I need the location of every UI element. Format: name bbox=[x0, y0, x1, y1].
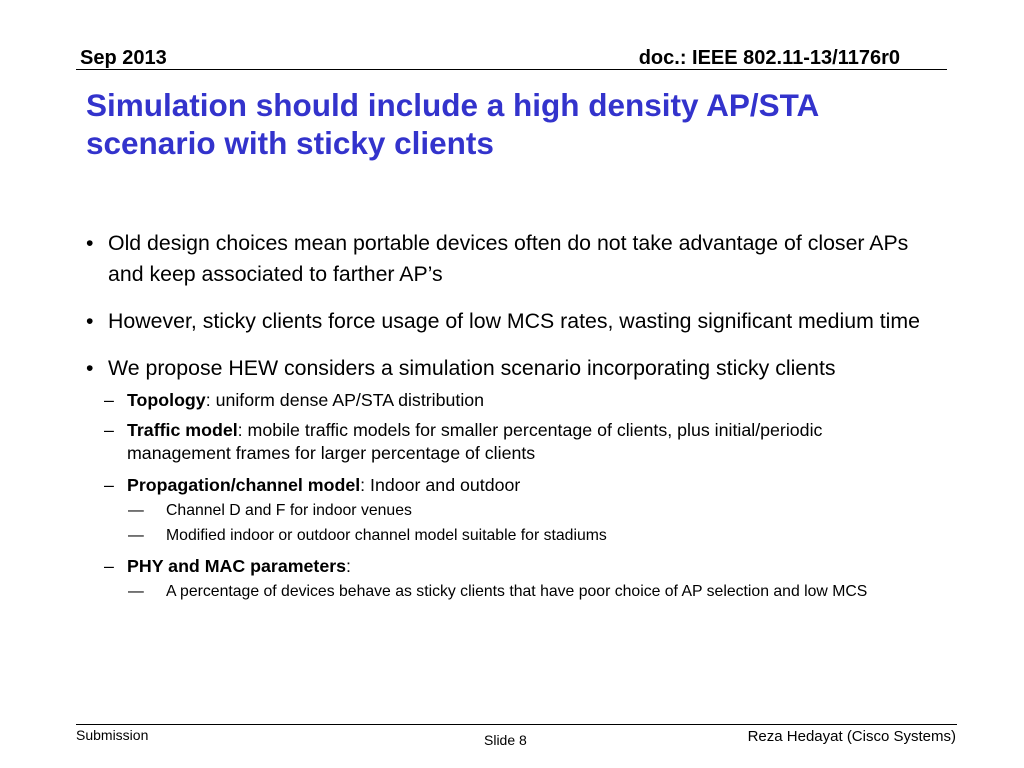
term-propagation-model: Propagation/channel model bbox=[127, 475, 361, 495]
term-traffic-model: Traffic model bbox=[127, 420, 238, 440]
dash-marker: – bbox=[104, 556, 114, 576]
phy-mac-text: : bbox=[346, 556, 351, 576]
long-dash-marker: — bbox=[128, 502, 144, 519]
slide-body bbox=[86, 228, 946, 602]
slide-number: Slide 8 bbox=[484, 732, 527, 748]
bullet-marker: • bbox=[86, 309, 94, 333]
dash-marker: – bbox=[104, 420, 114, 440]
footer-divider bbox=[76, 724, 957, 725]
detail-item bbox=[128, 525, 946, 546]
bullet-item bbox=[86, 228, 946, 290]
detail-item bbox=[128, 500, 946, 521]
footer-submission: Submission bbox=[76, 727, 149, 743]
header-date: Sep 2013 bbox=[80, 47, 167, 69]
header-doc-id: doc.: IEEE 802.11-13/1176r0 bbox=[638, 47, 900, 69]
dash-marker: – bbox=[104, 390, 114, 410]
dash-marker: – bbox=[104, 475, 114, 495]
bullet-text: We propose HEW considers a simulation scenario incorporating sticky clients bbox=[108, 356, 836, 380]
bullet-marker: • bbox=[86, 356, 94, 380]
propagation-model-text: : Indoor and outdoor bbox=[360, 475, 521, 495]
sub-item-traffic-model bbox=[104, 419, 946, 465]
bullet-text: However, sticky clients force usage of low MCS rates, wasting significant medium time bbox=[108, 309, 920, 333]
traffic-model-text: : mobile traffic models for smaller percentage of clients, plus initial/periodic management frames for larger percentage of clients bbox=[127, 420, 823, 463]
sub-item-phy-mac bbox=[104, 555, 946, 578]
detail-text: Modified indoor or outdoor channel model suitable for stadiums bbox=[166, 527, 607, 544]
long-dash-marker: — bbox=[128, 527, 144, 544]
bullet-item bbox=[86, 306, 946, 337]
footer-author: Reza Hedayat (Cisco Systems) bbox=[747, 728, 956, 745]
bullet-item bbox=[86, 353, 946, 384]
topology-text: : uniform dense AP/STA distribution bbox=[205, 390, 485, 410]
header-divider bbox=[76, 69, 947, 70]
long-dash-marker: — bbox=[128, 583, 144, 600]
sub-item-topology bbox=[104, 389, 946, 412]
term-phy-mac: PHY and MAC parameters bbox=[127, 556, 347, 576]
sub-item-propagation-model bbox=[104, 474, 946, 497]
bullet-marker: • bbox=[86, 231, 94, 255]
term-topology: Topology bbox=[127, 390, 206, 410]
detail-item bbox=[128, 581, 946, 602]
detail-text: Channel D and F for indoor venues bbox=[166, 502, 412, 519]
bullet-text: Old design choices mean portable devices often do not take advantage of closer APs and keep associated to farther AP’s bbox=[108, 231, 909, 286]
slide-title: Simulation should include a high density AP/STA scenario with sticky clients bbox=[86, 87, 819, 161]
detail-text: A percentage of devices behave as sticky clients that have poor choice of AP selection and low MCS bbox=[166, 583, 868, 600]
